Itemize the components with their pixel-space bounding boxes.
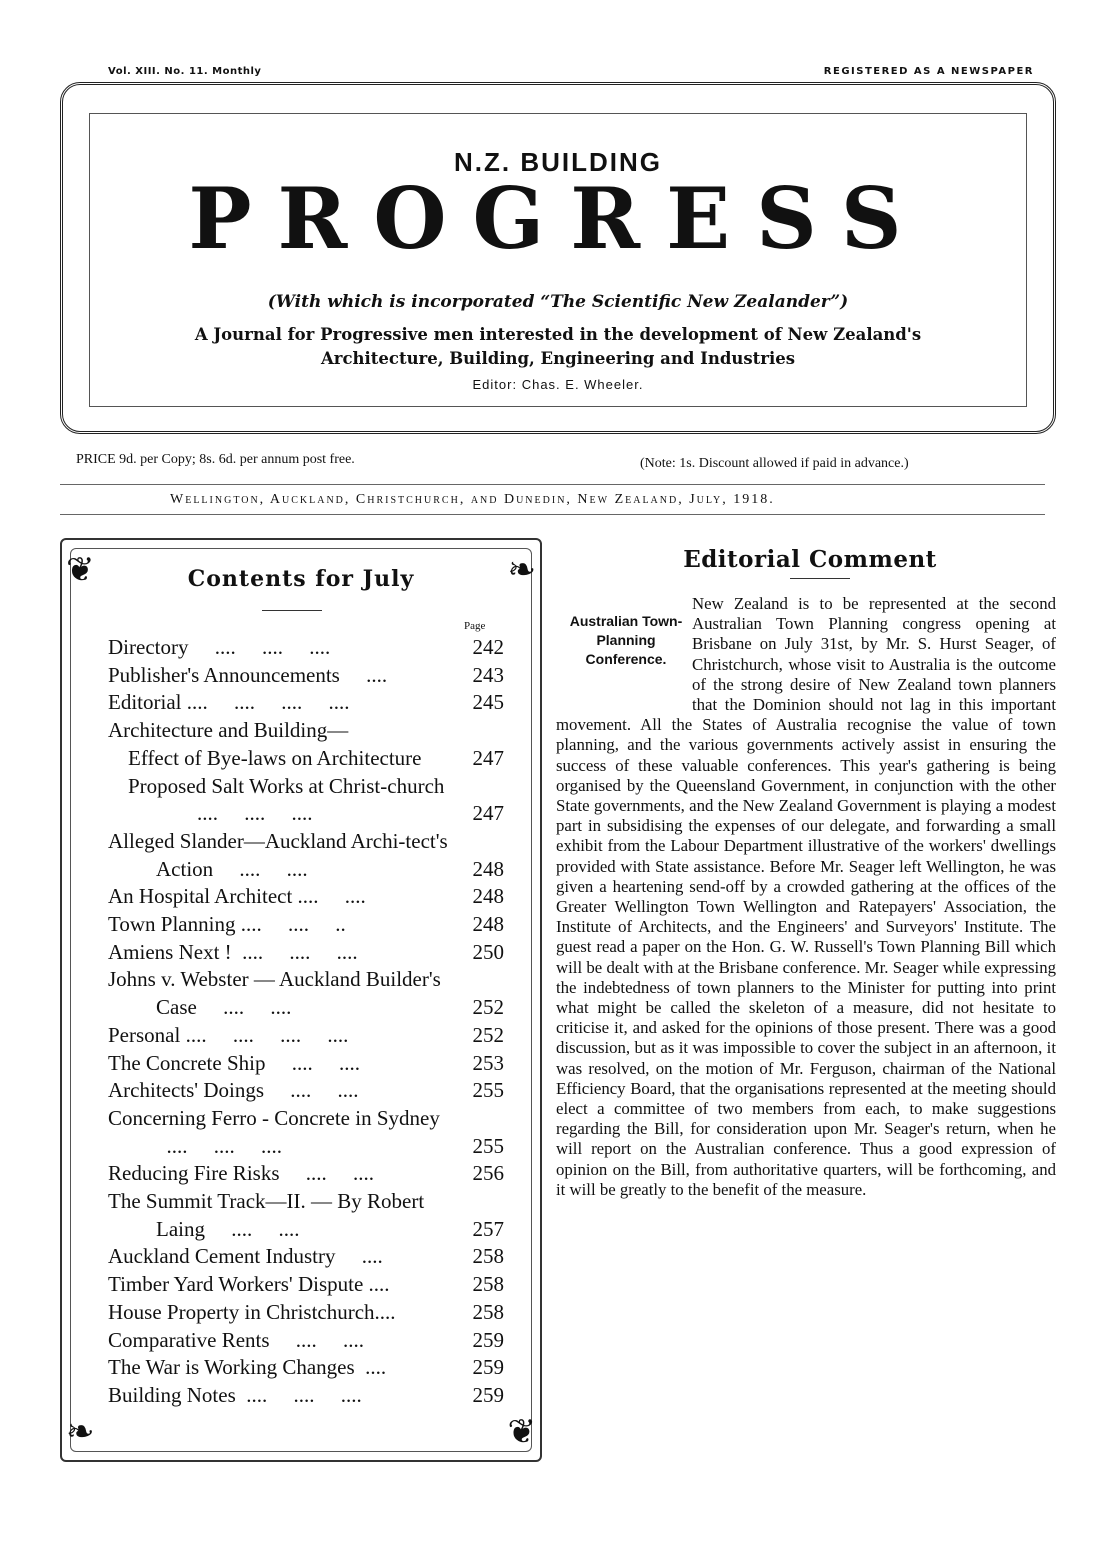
contents-item-title: Comparative Rents .... .... [108, 1327, 365, 1352]
contents-item-title: Effect of Bye-laws on Architecture [128, 745, 422, 770]
editorial-body [556, 594, 1056, 1200]
contents-item [108, 689, 508, 717]
contents-item-page: 252 [472, 1022, 504, 1047]
page-column-label: Page [464, 620, 486, 632]
contents-item [108, 1243, 508, 1271]
contents-item-title: Building Notes .... .... .... [108, 1382, 362, 1407]
contents-item-title: Johns v. Webster — Auckland Builder's Case .... .... [108, 967, 441, 1020]
volume-line: Vol. XIII. No. 11. Monthly [108, 66, 262, 77]
contents-item [108, 1160, 508, 1188]
editorial-text: New Zealand is to be represented at the second Australian Town Planning congress opening at Brisbane on July 31st, by Mr. S. Hurst Seager, of Christchurch, whose visit to Australia is the outcome of the strong desire of New Zealand town planners that the Dominion should not lag in this important movement. All the States of Australia recognise the value of town planning, and the various governments actively assist in ensuring the success of these valuable conferences. This year's gathering is being organised by the Queensland Government, in conjunction with the other State governments, and the New Zealand Government is playing a modest part in subsidising the expenses of our delegate, and forwarding a small exhibit from the Labour Department illustrative of the workers' dwellings provided with State assistance. Before Mr. Seager left Wellington, he was given a heartening send-off by a crowded gathering at the offices of the Greater Wellington Town Wellington and Ratepayers' Association, the Institute of Architects, and the Engineers' and Surveyors' Institute. The guest read a paper on the Hon. G. W. Russell's Town Planning Bill which will be dealt with at the Brisbane conference. Mr. Seager while expressing the indebtedness of town planners to the Minister for putting into print what might be called the skeleton of a measure, did not hesitate to criticise it, and asked for the opinions of those present. There was a good discussion, but as it was impossible to cover the subject in an afternoon, it was resolved, on the motion of Mr. Ferguson, chairman of the National Efficiency Board, that the organisations represented at the meeting should elect a committee of two members from each, to make suggestions regarding the Bill, for consideration upon Mr. Seager's return, when he will report on the Australian conference. Thus a good expression of opinion on the Bill, from authoritative quarters, will be forthcoming, and it will be greatly to the benefit of the measure. [556, 594, 1056, 1199]
masthead-title: PROGRESS [188, 169, 928, 268]
contents-item [108, 1050, 508, 1078]
contents-item-page: 253 [472, 1050, 504, 1075]
journal-line-2: Architecture, Building, Engineering and Industries [320, 349, 796, 368]
contents-item [108, 939, 508, 967]
contents-item [108, 1382, 508, 1410]
editorial-side-heading: Australian Town-Planning Conference. [569, 613, 683, 667]
contents-item [108, 1354, 508, 1382]
contents-item [108, 1105, 508, 1160]
masthead-editor: Editor: Chas. E. Wheeler. [472, 377, 644, 392]
contents-item [108, 717, 508, 745]
contents-item [108, 662, 508, 690]
contents-item [108, 745, 508, 773]
contents-item-title: Timber Yard Workers' Dispute .... [108, 1272, 390, 1297]
contents-item-title: Personal .... .... .... .... [108, 1022, 349, 1047]
contents-item-page: 258 [472, 1299, 504, 1324]
contents-item-title: The Summit Track—II. — By Robert Laing .... .... [108, 1189, 425, 1241]
masthead [60, 82, 1056, 434]
rule-top [60, 484, 1045, 485]
contents-title: Contents for July [187, 566, 415, 592]
discount-note: (Note: 1s. Discount allowed if paid in advance.) [640, 456, 909, 471]
contents-item [108, 1299, 508, 1327]
contents-item-page: 248 [472, 856, 504, 881]
contents-item [108, 1271, 508, 1299]
contents-item [108, 1077, 508, 1105]
contents-item-title: Alleged Slander—Auckland Archi-tect's Action .... .... [108, 828, 448, 881]
contents-item [108, 1022, 508, 1050]
contents-item [108, 966, 508, 1021]
contents-item-title: House Property in Christchurch.... [108, 1299, 396, 1324]
contents-item-page: 257 [472, 1216, 504, 1241]
scroll-ornament-icon: ❧ [66, 1412, 95, 1452]
contents-item-title: Editorial .... .... .... .... [108, 690, 350, 715]
cities-dateline: Wellington, Auckland, Christchurch, and Dunedin, New Zealand, July, 1918. [170, 492, 775, 507]
contents-item-page: 243 [472, 662, 504, 687]
contents-item [108, 634, 508, 662]
scroll-ornament-icon: ❦ [507, 1412, 536, 1452]
contents-item-title: Town Planning .... .... .. [108, 912, 346, 937]
contents-item-page: 259 [472, 1327, 504, 1352]
contents-item-title: The Concrete Ship .... .... [108, 1050, 360, 1075]
contents-item-title: Architects' Doings .... .... [108, 1078, 359, 1103]
contents-item-page: 252 [472, 995, 504, 1020]
contents-item [108, 828, 508, 883]
contents-item-title: Concerning Ferro - Concrete in Sydney .... .... .... [108, 1105, 451, 1158]
masthead-incorporated: (With which is incorporated “The Scientific New Zealander”) [267, 292, 849, 312]
contents-rule [262, 610, 322, 611]
contents-item-title: Directory .... .... .... [108, 635, 331, 659]
masthead-pretitle: N.Z. BUILDING [454, 147, 662, 177]
editorial-rule [790, 578, 850, 579]
contents-item [108, 911, 508, 939]
contents-item-title: The War is Working Changes .... [108, 1355, 387, 1380]
contents-item-page: 255 [472, 1133, 504, 1158]
contents-item-page: 245 [472, 690, 504, 715]
contents-item-title: Auckland Cement Industry .... [108, 1244, 383, 1269]
rule-bottom [60, 514, 1045, 515]
journal-line-1: A Journal for Progressive men interested in the development of New Zealand's [194, 325, 922, 344]
contents-item-page: 247 [472, 801, 504, 826]
contents-item-page: 258 [472, 1244, 504, 1269]
contents-item-title: An Hospital Architect .... .... [108, 884, 366, 909]
contents-item-title: Architecture and Building— [108, 718, 349, 743]
contents-item [108, 773, 508, 828]
contents-item-page: 248 [472, 884, 504, 909]
contents-item [108, 1327, 508, 1355]
contents-item-title: Publisher's Announcements .... [108, 662, 388, 687]
scroll-ornament-icon: ❧ [507, 550, 536, 590]
contents-item-page: 250 [472, 939, 504, 964]
contents-item-page: 255 [472, 1078, 504, 1103]
contents-list [108, 634, 508, 1410]
contents-item-page: 247 [472, 745, 504, 770]
contents-item-page: 242 [472, 635, 504, 659]
contents-item-title: Amiens Next ! .... .... .... [108, 939, 358, 964]
contents-item-page: 256 [472, 1161, 504, 1186]
contents-item-page: 248 [472, 912, 504, 937]
scroll-ornament-icon: ❦ [66, 550, 95, 590]
registered-line: REGISTERED AS A NEWSPAPER [823, 66, 1034, 77]
contents-box [60, 538, 542, 1462]
contents-item [108, 1188, 508, 1243]
editorial-title: Editorial Comment [683, 546, 937, 573]
contents-item-page: 258 [472, 1272, 504, 1297]
price-line: PRICE 9d. per Copy; 8s. 6d. per annum post free. [76, 452, 355, 467]
contents-item-title: Proposed Salt Works at Christ-church .... .... .... [128, 773, 445, 826]
contents-item-title: Reducing Fire Risks .... .... [108, 1161, 374, 1186]
masthead-journal [63, 323, 1053, 371]
contents-item [108, 883, 508, 911]
contents-item-page: 259 [472, 1355, 504, 1380]
contents-item-page: 259 [472, 1382, 504, 1407]
